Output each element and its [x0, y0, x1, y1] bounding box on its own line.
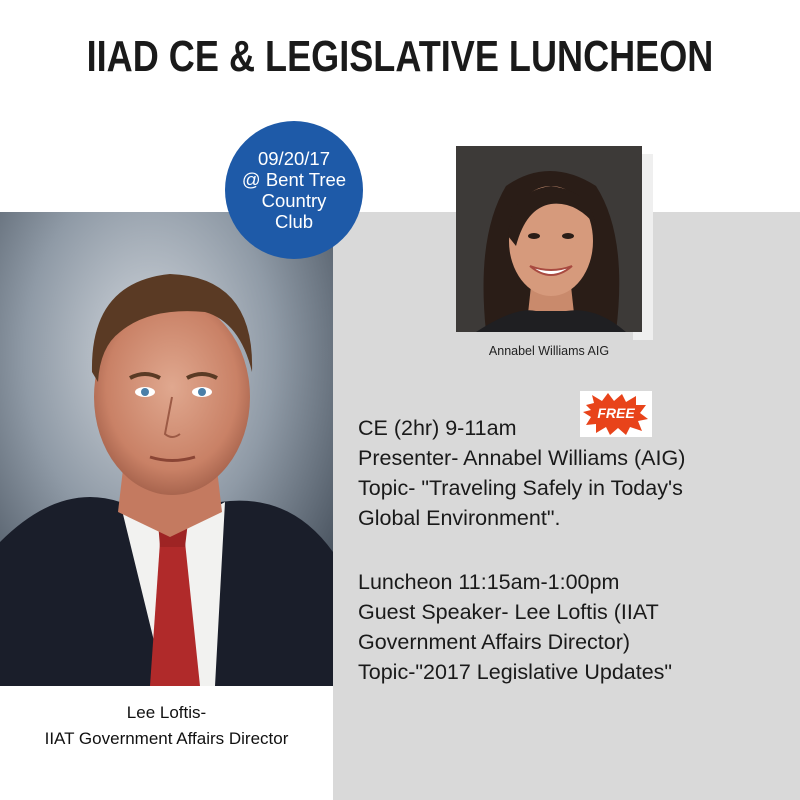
ce-topic-line-1: Topic- "Traveling Safely in Today's: [358, 476, 683, 500]
location-line-1: @ Bent Tree: [241, 169, 347, 190]
luncheon-speaker-title: Government Affairs Director): [358, 630, 631, 654]
free-label: FREE: [597, 405, 635, 421]
speaker-caption-title: IIAT Government Affairs Director: [44, 729, 289, 748]
speaker-caption-name: Lee Loftis-: [126, 703, 207, 722]
location-line-3: Club: [274, 211, 314, 232]
presenter-caption: Annabel Williams AIG: [488, 344, 610, 358]
speaker-photo: [0, 212, 333, 686]
luncheon-topic: Topic-"2017 Legislative Updates": [358, 660, 673, 684]
luncheon-speaker: Guest Speaker- Lee Loftis (IIAT: [358, 600, 659, 624]
page-title: IIAD CE & LEGISLATIVE LUNCHEON: [86, 32, 714, 81]
date-line: 09/20/17: [257, 148, 330, 169]
presenter-portrait-illustration: [456, 146, 642, 332]
ce-time: CE (2hr) 9-11am: [358, 416, 517, 440]
ce-topic-line-2: Global Environment".: [358, 506, 561, 530]
luncheon-time: Luncheon 11:15am-1:00pm: [358, 570, 620, 594]
event-details: [358, 413, 788, 687]
date-location-badge: [225, 121, 363, 259]
speaker-portrait-illustration: [0, 212, 333, 686]
location-line-2: Country: [261, 190, 327, 211]
ce-presenter: Presenter- Annabel Williams (AIG): [358, 446, 686, 470]
speaker-caption: [0, 700, 333, 752]
presenter-photo: [456, 146, 642, 332]
